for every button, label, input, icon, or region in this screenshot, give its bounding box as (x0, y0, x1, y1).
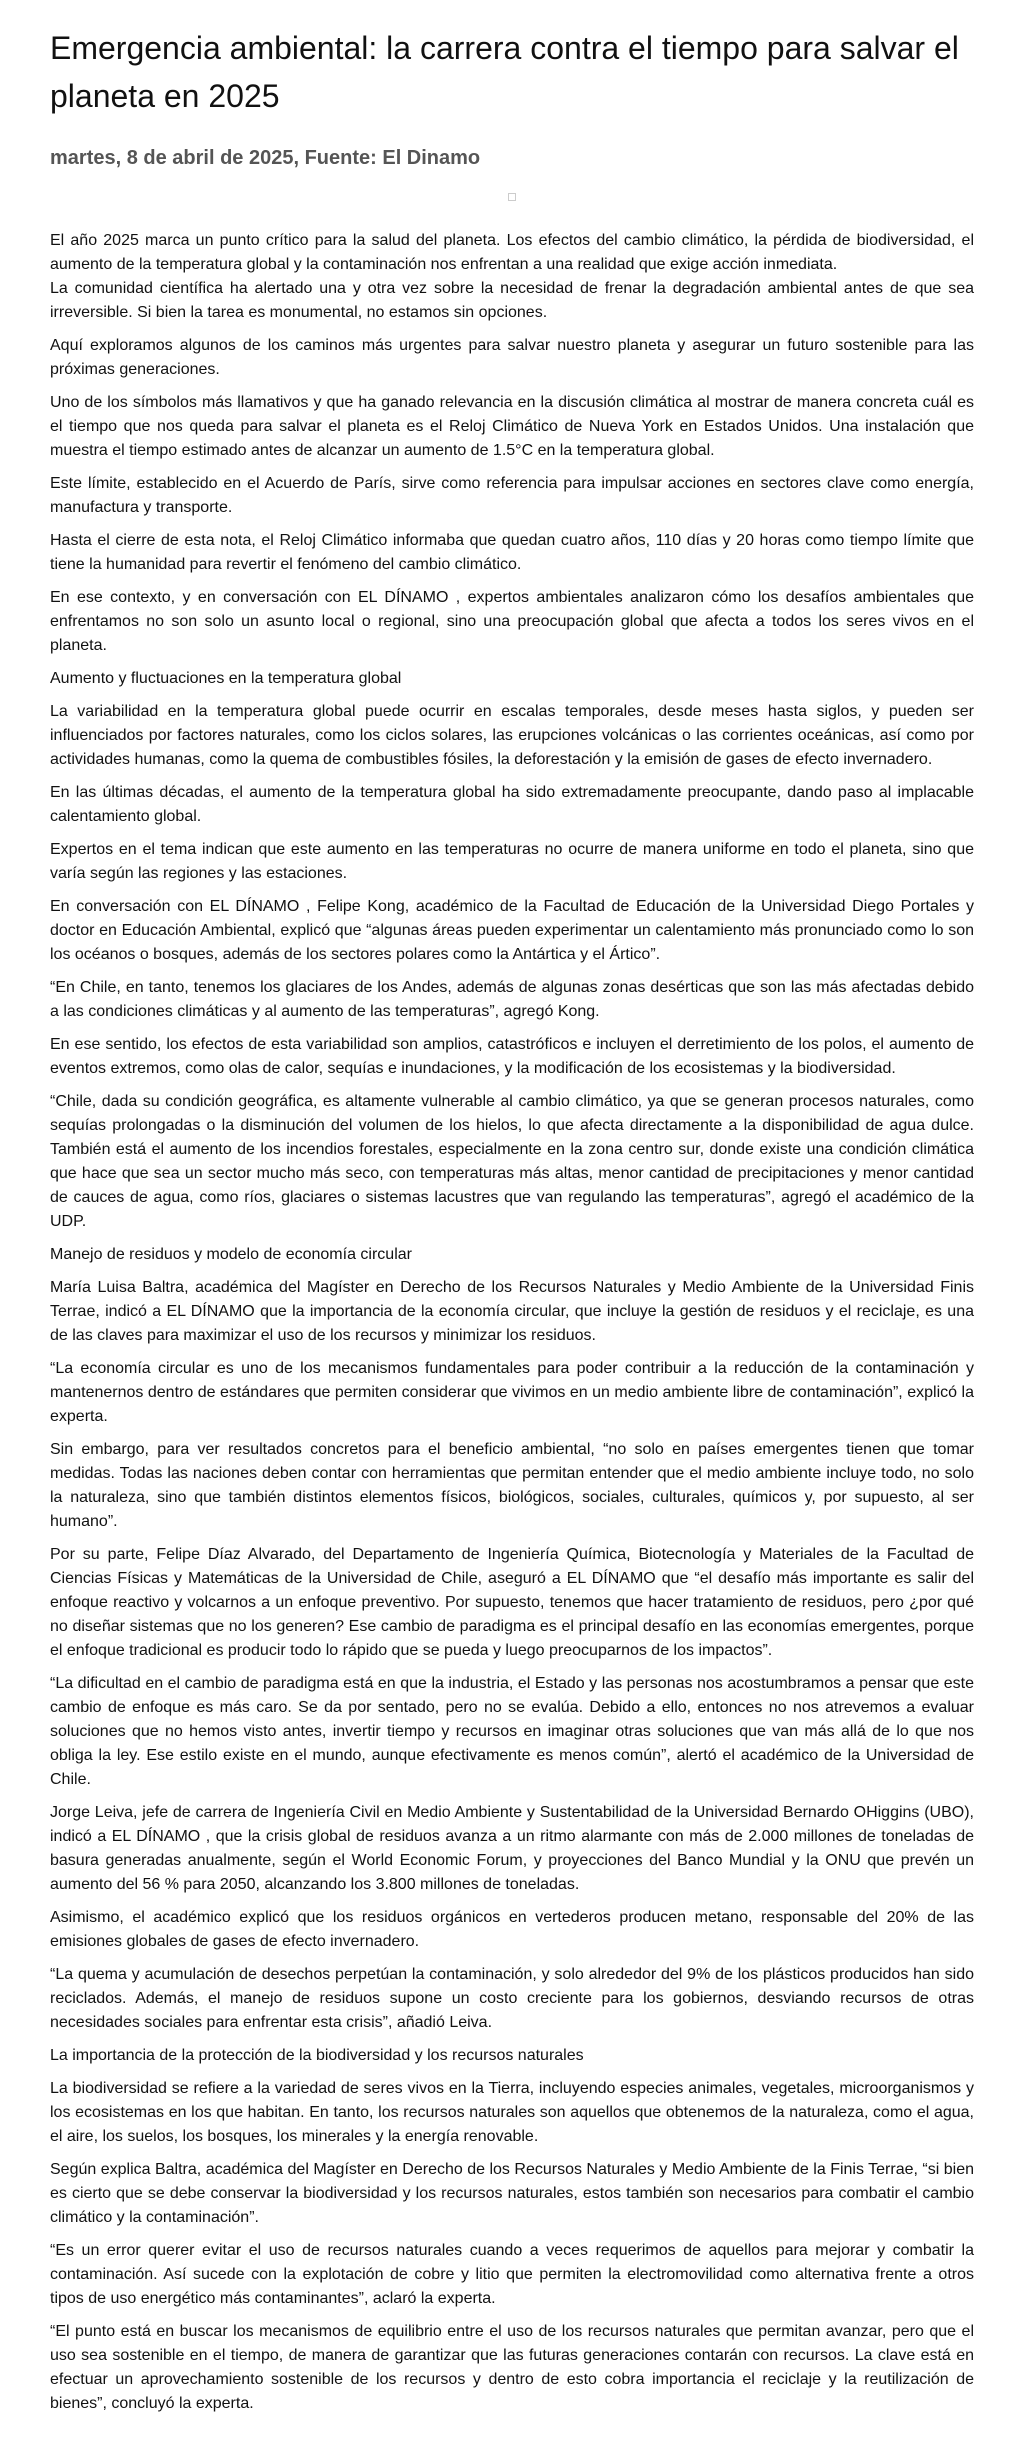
section-heading: Manejo de residuos y modelo de economía circular (50, 1246, 412, 1263)
paragraph: Aquí exploramos algunos de los caminos más urgentes para salvar nuestro planeta y asegurar un futuro sostenible para las próximas generaciones. (50, 337, 974, 378)
paragraph: “La economía circular es uno de los mecanismos fundamentales para poder contribuir a la reducción de la contaminación y mantenernos dentro de estándares que permiten considerar que vivimos en un medio ambiente libre de contaminación”, explicó la experta. (50, 1360, 974, 1425)
paragraph: El año 2025 marca un punto crítico para la salud del planeta. Los efectos del cambio climático, la pérdida de biodiversidad, el aumento de la temperatura global y la contaminación nos enfrentan a una realidad que exige acción inmediata. (50, 232, 974, 273)
paragraph: “Chile, dada su condición geográfica, es altamente vulnerable al cambio climático, ya que se generan procesos naturales, como sequías prolongadas o la disminución del volumen de los hielos, lo que afecta directamente a la disponibilidad de agua dulce. También está el aumento de los incendios forestales, especialmente en la zona centro sur, donde existe una condición climática que hace que sea un sector mucho más seco, con temperaturas más altas, menor cantidad de precipitaciones y menor cantidad de cauces de agua, como ríos, glaciares o sistemas lacustres que van regulando las temperaturas”, agregó el académico de la UDP. (50, 1093, 974, 1230)
paragraph: Este límite, establecido en el Acuerdo de París, sirve como referencia para impulsar acciones en sectores clave como energía, manufactura y transporte. (50, 475, 974, 516)
paragraph: Jorge Leiva, jefe de carrera de Ingeniería Civil en Medio Ambiente y Sustentabilidad de la Universidad Bernardo OHiggins (UBO), indicó a EL DÍNAMO , que la crisis global de residuos avanza a un ritmo alarmante con más de 2.000 millones de toneladas de basura generadas anualmente, según el World Economic Forum, y proyecciones del Banco Mundial y la ONU que prevén un aumento del 56 % para 2050, alcanzando los 3.800 millones de toneladas. (50, 1804, 974, 1893)
paragraph: La comunidad científica ha alertado una y otra vez sobre la necesidad de frenar la degradación ambiental antes de que sea irreversible. Si bien la tarea es monumental, no estamos sin opciones. (50, 280, 974, 321)
section-heading: La importancia de la protección de la biodiversidad y los recursos naturales (50, 2047, 584, 2064)
paragraph: La biodiversidad se refiere a la variedad de seres vivos en la Tierra, incluyendo especies animales, vegetales, microorganismos y los ecosistemas en los que habitan. En tanto, los recursos naturales son aquellos que obtenemos de la naturaleza, como el agua, el aire, los suelos, los bosques, los minerales y la energía renovable. (50, 2080, 974, 2145)
paragraph: En conversación con EL DÍNAMO , Felipe Kong, académico de la Facultad de Educación de la Universidad Diego Portales y doctor en Educación Ambiental, explicó que “algunas áreas pueden experimentar un calentamiento más pronunciado como lo son los océanos o bosques, además de los sectores polares como la Antártica y el Ártico”. (50, 898, 974, 963)
paragraph: En ese contexto, y en conversación con EL DÍNAMO , expertos ambientales analizaron cómo los desafíos ambientales que enfrentamos no son solo un asunto local o regional, sino una preocupación global que afecta a todos los seres vivos en el planeta. (50, 589, 974, 654)
paragraph: Según explica Baltra, académica del Magíster en Derecho de los Recursos Naturales y Medio Ambiente de la Finis Terrae, “si bien es cierto que se debe conservar la biodiversidad y los recursos naturales, estos también son necesarios para combatir el cambio climático y la contaminación”. (50, 2161, 974, 2226)
paragraph: “Es un error querer evitar el uso de recursos naturales cuando a veces requerimos de aquellos para mejorar y combatir la contaminación. Así sucede con la explotación de cobre y litio que permiten la electromovilidad como alternativa frente a otros tipos de uso energético más contaminantes”, aclaró la experta. (50, 2242, 974, 2307)
paragraph: María Luisa Baltra, académica del Magíster en Derecho de los Recursos Naturales y Medio Ambiente de la Universidad Finis Terrae, indicó a EL DÍNAMO que la importancia de la economía circular, que incluye la gestión de residuos y el reciclaje, es una de las claves para maximizar el uso de los recursos y minimizar los residuos. (50, 1279, 974, 1344)
paragraph: En ese sentido, los efectos de esta variabilidad son amplios, catastróficos e incluyen el derretimiento de los polos, el aumento de eventos extremos, como olas de calor, sequías e inundaciones, y la modificación de los ecosistemas y la biodiversidad. (50, 1036, 974, 1077)
paragraph: Sin embargo, para ver resultados concretos para el beneficio ambiental, “no solo en países emergentes tienen que tomar medidas. Todas las naciones deben contar con herramientas que permitan entender que el medio ambiente incluye todo, no solo la naturaleza, sino que también distintos elementos físicos, biológicos, sociales, culturales, químicos y, por supuesto, al ser humano”. (50, 1441, 974, 1530)
article-body (50, 229, 974, 2416)
paragraph: “El punto está en buscar los mecanismos de equilibrio entre el uso de los recursos naturales que permitan avanzar, pero que el uso sea sostenible en el tiempo, de manera de garantizar que las futuras generaciones contarán con recursos. La clave está en efectuar un aprovechamiento sostenible de los recursos y dentro de esto cobra importancia el reciclaje y la reutilización de bienes”, concluyó la experta. (50, 2323, 974, 2412)
paragraph: “La quema y acumulación de desechos perpetúan la contaminación, y solo alrededor del 9% de los plásticos producidos han sido reciclados. Además, el manejo de residuos supone un costo creciente para los gobiernos, desviando recursos de otras necesidades sociales para enfrentar esta crisis”, añadió Leiva. (50, 1966, 974, 2031)
article-title: Emergencia ambiental: la carrera contra el tiempo para salvar el planeta en 2025 (50, 30, 959, 114)
paragraph: Asimismo, el académico explicó que los residuos orgánicos en vertederos producen metano, responsable del 20% de las emisiones globales de gases de efecto invernadero. (50, 1909, 974, 1950)
broken-image-icon (508, 193, 516, 201)
article-meta: martes, 8 de abril de 2025, Fuente: El Dinamo (50, 147, 481, 169)
paragraph: Por su parte, Felipe Díaz Alvarado, del Departamento de Ingeniería Química, Biotecnología y Materiales de la Facultad de Ciencias Físicas y Matemáticas de la Universidad de Chile, aseguró a EL DÍNAMO que “el desafío más importante es salir del enfoque reactivo y volcarnos a un enfoque preventivo. Por supuesto, tenemos que hacer tratamiento de residuos, pero ¿por qué no diseñar sistemas que no los generen? Ese cambio de paradigma es el principal desafío en las economías emergentes, porque el enfoque tradicional es producir todo lo rápido que se pueda y luego preocuparnos de los impactos”. (50, 1546, 974, 1659)
paragraph: “La dificultad en el cambio de paradigma está en que la industria, el Estado y las personas nos acostumbramos a pensar que este cambio de enfoque es más caro. Se da por sentado, pero no se evalúa. Debido a ello, entonces no nos atrevemos a evaluar soluciones que no hemos visto antes, invertir tiempo y recursos en imaginar otras soluciones que van más allá de lo que nos obliga la ley. Ese estilo existe en el mundo, aunque efectivamente es menos común”, alertó el académico de la Universidad de Chile. (50, 1675, 974, 1788)
paragraph: En las últimas décadas, el aumento de la temperatura global ha sido extremadamente preocupante, dando paso al implacable calentamiento global. (50, 784, 974, 825)
paragraph: Hasta el cierre de esta nota, el Reloj Climático informaba que quedan cuatro años, 110 días y 20 horas como tiempo límite que tiene la humanidad para revertir el fenómeno del cambio climático. (50, 532, 974, 573)
paragraph: Expertos en el tema indican que este aumento en las temperaturas no ocurre de manera uniforme en todo el planeta, sino que varía según las regiones y las estaciones. (50, 841, 974, 882)
section-heading: Aumento y fluctuaciones en la temperatura global (50, 670, 402, 687)
paragraph: “En Chile, en tanto, tenemos los glaciares de los Andes, además de algunas zonas desérticas que son las más afectadas debido a las condiciones climáticas y al aumento de las temperaturas”, agregó Kong. (50, 979, 974, 1020)
paragraph: Uno de los símbolos más llamativos y que ha ganado relevancia en la discusión climática al mostrar de manera concreta cuál es el tiempo que nos queda para salvar el planeta es el Reloj Climático de Nueva York en Estados Unidos. Una instalación que muestra el tiempo estimado antes de alcanzar un aumento de 1.5°C en la temperatura global. (50, 394, 974, 459)
paragraph: La variabilidad en la temperatura global puede ocurrir en escalas temporales, desde meses hasta siglos, y pueden ser influenciados por factores naturales, como los ciclos solares, las erupciones volcánicas o las corrientes oceánicas, así como por actividades humanas, como la quema de combustibles fósiles, la deforestación y la emisión de gases de efecto invernadero. (50, 703, 974, 768)
